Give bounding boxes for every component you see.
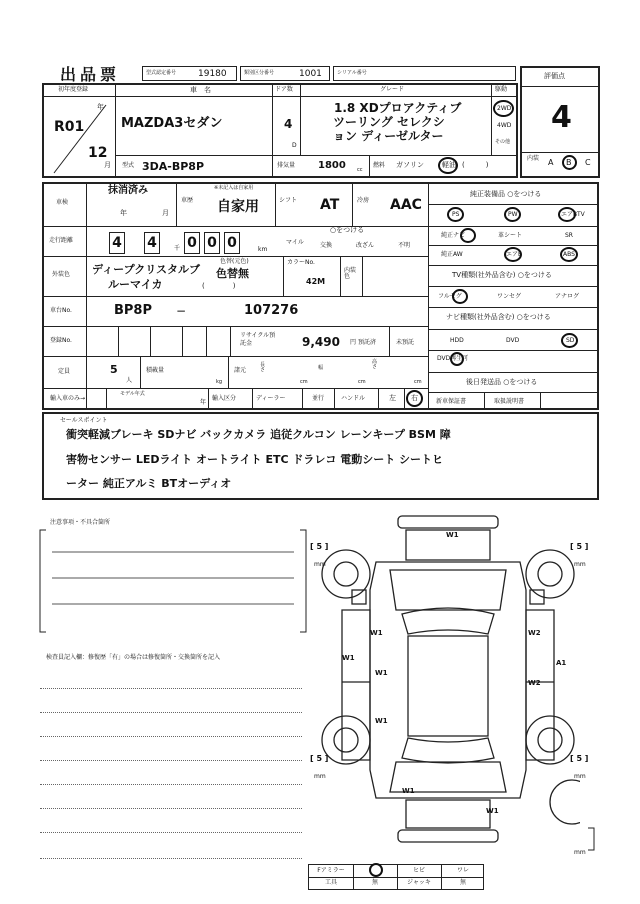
capacity-unit: 人 [126, 377, 133, 384]
nav-dvd: DVD [506, 337, 520, 344]
recycle-unit: 円 [350, 339, 357, 346]
tire-mm-fl: mm [314, 561, 326, 568]
damage-mark: W1 [446, 531, 459, 539]
interior-color-label: 内装色 [344, 267, 357, 280]
displacement-value: 1800 [318, 160, 346, 171]
category-value: 1001 [299, 69, 322, 79]
inspector-line [40, 784, 302, 785]
footer-mirror-circle [369, 863, 383, 877]
length-cm: cm [300, 379, 308, 385]
sales-points-line1: 衝突軽減ブレーキ SDナビ バックカメラ 追従クルコン レーンキープ BSM 障 [66, 428, 451, 441]
mileage-thousand: 千 [174, 245, 181, 252]
notes-brackets [38, 528, 310, 636]
tire-depth-fr: [ 5 ] [570, 542, 589, 551]
oem-abs: ABS [563, 251, 575, 258]
interior-c: C [585, 158, 591, 167]
month-unit: 月 [104, 161, 111, 169]
car-name-value: MAZDA3セダン [121, 116, 223, 131]
footer-table [308, 864, 484, 890]
import-label: 輸入車のみ→ [50, 395, 86, 402]
inspector-line [40, 832, 302, 833]
model-year-unit: 年 [200, 399, 207, 406]
shift-value: AT [320, 197, 340, 213]
inspector-line [40, 858, 302, 859]
first-reg-label: 初年度登録 [58, 86, 89, 93]
drive-2wd-circle [493, 100, 514, 117]
sales-points-label: セールスポイント [60, 417, 108, 424]
cc-unit: cc [357, 167, 363, 173]
recycle-label: リサイクル預託金 [240, 332, 276, 347]
notes-label: 注意事項・不具合箇所 [50, 519, 111, 526]
docs-manual: 取扱説明書 [494, 398, 525, 405]
color-no-value: 42M [306, 277, 326, 286]
oem-leather: 革シート [498, 232, 523, 239]
mileage-digit: 4 [144, 232, 160, 254]
sales-points-line2: 害物センサー LEDライト オートライト ETC ドラレコ 電動シート シートヒ [66, 453, 444, 466]
interior-b-circle [562, 155, 577, 170]
damage-mark: W1 [375, 717, 388, 725]
chassis-number: 107276 [244, 303, 299, 318]
damage-mark: W1 [342, 654, 355, 662]
handle-label: ハンドル [341, 395, 366, 402]
type-cert-box [142, 66, 237, 81]
tire-depth-rl: [ 5 ] [310, 754, 329, 763]
color-change-value: 色替無 [216, 267, 249, 280]
fuel-diesel-circle [438, 157, 458, 174]
oem-sr: SR [565, 232, 573, 239]
chassis-dash: − [176, 304, 187, 318]
tire-mm-fr: mm [574, 561, 586, 568]
load-label: 積載量 [146, 367, 165, 374]
first-reg-month: 12 [88, 145, 108, 161]
type-cert-label: 型式認定番号 [146, 70, 177, 76]
dvd-play: DVD再生可 [437, 355, 469, 362]
type-cert-value: 19180 [198, 69, 227, 79]
damage-mark: W2 [528, 679, 541, 687]
footer-tools-label: 工具 [324, 879, 337, 886]
import-parallel: 並行 [312, 395, 325, 402]
tire-mm-rr: mm [574, 773, 586, 780]
dvd-play-circle [450, 352, 464, 366]
oem-ps: PS [452, 211, 460, 218]
tv-analog: アナログ [555, 293, 580, 300]
width-cm: cm [358, 379, 366, 385]
grade-line3: ョン ディーゼルター [333, 129, 444, 143]
color-change-label: 色替(元色) [220, 258, 249, 265]
fuel-label: 燃料 [373, 162, 386, 169]
inspector-line [40, 808, 302, 809]
nav-hdd: HDD [450, 337, 464, 344]
tv-oneseg: ワンセグ [497, 293, 522, 300]
mileage-label: 走行距離 [49, 237, 74, 244]
doors-label: ドア数 [275, 86, 293, 93]
oem-airbag2: エアB [506, 251, 523, 258]
footer-break-label: ワレ [456, 867, 469, 874]
drive-other: その他 [495, 139, 511, 145]
inspector-label: 検査員記入欄：修復歴「有」の場合は修復箇所・交換箇所を記入 [46, 654, 221, 661]
footer-jack-label: ジャッキ [407, 879, 431, 886]
handle-right: 右 [411, 394, 418, 402]
color-value-line2: ルーマイカ [108, 278, 163, 291]
year-unit: 年 [97, 103, 104, 111]
damage-mark: A1 [556, 659, 567, 667]
shaken-label: 車検 [56, 199, 69, 206]
fuel-gasoline: ガソリン [396, 161, 424, 169]
oem-navi-circle [460, 228, 476, 243]
recycle-paid: 預託済 [358, 339, 377, 346]
tv-fullseg: フルセグ [438, 293, 462, 300]
doors-unit: D [292, 142, 297, 149]
oem-pw-circle [504, 207, 521, 222]
tire-mm-rl: mm [314, 773, 326, 780]
usage-note: ※未記入は自家用 [214, 185, 254, 191]
serial-label: シリアル番号 [337, 70, 367, 76]
score-value: 4 [551, 100, 572, 135]
oem-airbag: エアB [561, 211, 578, 218]
inspector-line [40, 712, 302, 713]
load-unit: kg [216, 379, 223, 385]
height-label: 高さ [372, 359, 378, 370]
docs-warranty: 新車保証書 [436, 398, 467, 405]
first-reg-year: R01 [54, 119, 85, 135]
color-label: 外装色 [52, 271, 71, 278]
damage-mark: W1 [486, 807, 499, 815]
mileage-digit: 0 [224, 232, 240, 254]
usage-label: 車歴 [181, 197, 194, 204]
oem-tv: TV [577, 211, 585, 218]
form-title: 出品票 [60, 65, 121, 84]
color-paren: ( ) [202, 282, 236, 290]
length-label: 長さ [260, 362, 266, 373]
grade-label: グレード [380, 86, 405, 93]
capacity-value: 5 [110, 363, 118, 376]
oem-airbag-circle [558, 207, 576, 222]
car-diagram [320, 510, 580, 850]
inspector-line [40, 760, 302, 761]
fuel-paren: ( ) [462, 161, 489, 169]
shaken-month: 月 [162, 209, 169, 217]
capacity-label: 定員 [58, 368, 71, 375]
height-cm: cm [414, 379, 422, 385]
damage-mark: W1 [375, 669, 388, 677]
mileage-digit: 0 [184, 232, 200, 254]
damage-mark: W1 [402, 787, 415, 795]
meter-tamper: 改ざん [356, 242, 375, 249]
oem-header: 純正装備品 ○をつける [470, 190, 542, 198]
shift-label: シフト [279, 197, 298, 204]
import-dealer: ディーラー [256, 395, 286, 402]
model-year-label: モデル年式 [120, 391, 145, 397]
meter-unknown: 不明 [398, 242, 411, 249]
sales-points-line3: ーター 純正アルミ BTオーディオ [66, 477, 232, 490]
recycle-value: 9,490 [302, 335, 340, 349]
category-label: 類別区分番号 [244, 70, 275, 76]
tire-depth-rr: [ 5 ] [570, 754, 589, 763]
docs-header: 後日発送品 ○をつける [466, 378, 538, 386]
mileage-digit: 4 [109, 232, 125, 254]
km-unit: km [258, 246, 268, 253]
interior-a: A [548, 158, 554, 167]
interior-grade-label: 内装 [527, 155, 540, 162]
ac-label: 冷房 [357, 197, 370, 204]
interior-b: B [566, 158, 572, 167]
tv-fullseg-circle [452, 289, 468, 304]
meter-header: ○をつける [330, 226, 365, 234]
footer-jack-value: 無 [459, 879, 466, 886]
tv-header: TV種類(社外品含む) ○をつける [452, 271, 552, 279]
oem-aw: 純正AW [441, 251, 463, 258]
score-label: 評価点 [544, 72, 565, 80]
width-label: 幅 [318, 365, 324, 371]
drive-label: 駆動 [495, 86, 508, 93]
drive-4wd: 4WD [497, 122, 512, 129]
mile-label: マイル [286, 239, 304, 246]
handle-right-circle [406, 390, 423, 407]
meter-swap: 交換 [320, 242, 333, 249]
nav-header: ナビ種類(社外品含む) ○をつける [446, 313, 551, 321]
color-value-line1: ディープクリスタルブ [92, 263, 201, 276]
chassis-label: 車台No. [50, 307, 72, 314]
oem-pw: PW [508, 211, 518, 218]
damage-mark: W2 [528, 629, 541, 637]
oem-airbag2-circle [504, 247, 522, 262]
import-type-label: 輸入区分 [212, 395, 237, 402]
usage-value: 自家用 [217, 199, 259, 215]
oem-navi: 純正ナビ [441, 232, 466, 239]
mileage-digit: 0 [204, 232, 220, 254]
footer-tools-value: 無 [371, 879, 378, 886]
footer-mirror-label: Fアミラー [317, 867, 345, 874]
model-value: 3DA-BP8P [142, 160, 205, 173]
category-box [240, 66, 330, 81]
fuel-diesel: 軽油 [442, 161, 456, 169]
tire-depth-fl: [ 5 ] [310, 542, 329, 551]
damage-mark: W1 [370, 629, 383, 637]
car-name-label: 車 名 [190, 86, 211, 94]
recycle-unpaid: 未預託 [396, 339, 415, 346]
dims-label: 諸元 [234, 367, 247, 374]
chassis-prefix: BP8P [114, 303, 153, 318]
model-label: 型式 [122, 162, 135, 169]
handle-left: 左 [389, 394, 396, 402]
ac-value: AAC [390, 197, 422, 213]
oem-ps-circle [447, 207, 464, 222]
nav-sd-circle [561, 333, 578, 348]
grade-line2: ツーリング セレクシ [333, 115, 445, 129]
grade-line1: 1.8 XDプロアクティブ [334, 101, 462, 115]
serial-box [333, 66, 516, 81]
inspector-line [40, 688, 302, 689]
sales-points-box [42, 412, 599, 500]
drive-2wd: 2WD [497, 105, 512, 112]
doors-value: 4 [284, 117, 293, 131]
spare-bracket [586, 826, 596, 852]
shaken-year: 年 [120, 209, 127, 217]
oem-abs-circle [560, 247, 578, 262]
inspector-line [40, 736, 302, 737]
color-no-label: カラーNo. [287, 259, 315, 266]
shaken-value: 抹消済み [108, 185, 148, 196]
footer-crack-label: ヒビ [412, 867, 425, 874]
displacement-label: 排気量 [277, 162, 296, 169]
reg-no-label: 登録No. [50, 337, 72, 344]
tire-mm-spare: mm [574, 849, 586, 856]
nav-sd: SD [566, 337, 575, 344]
